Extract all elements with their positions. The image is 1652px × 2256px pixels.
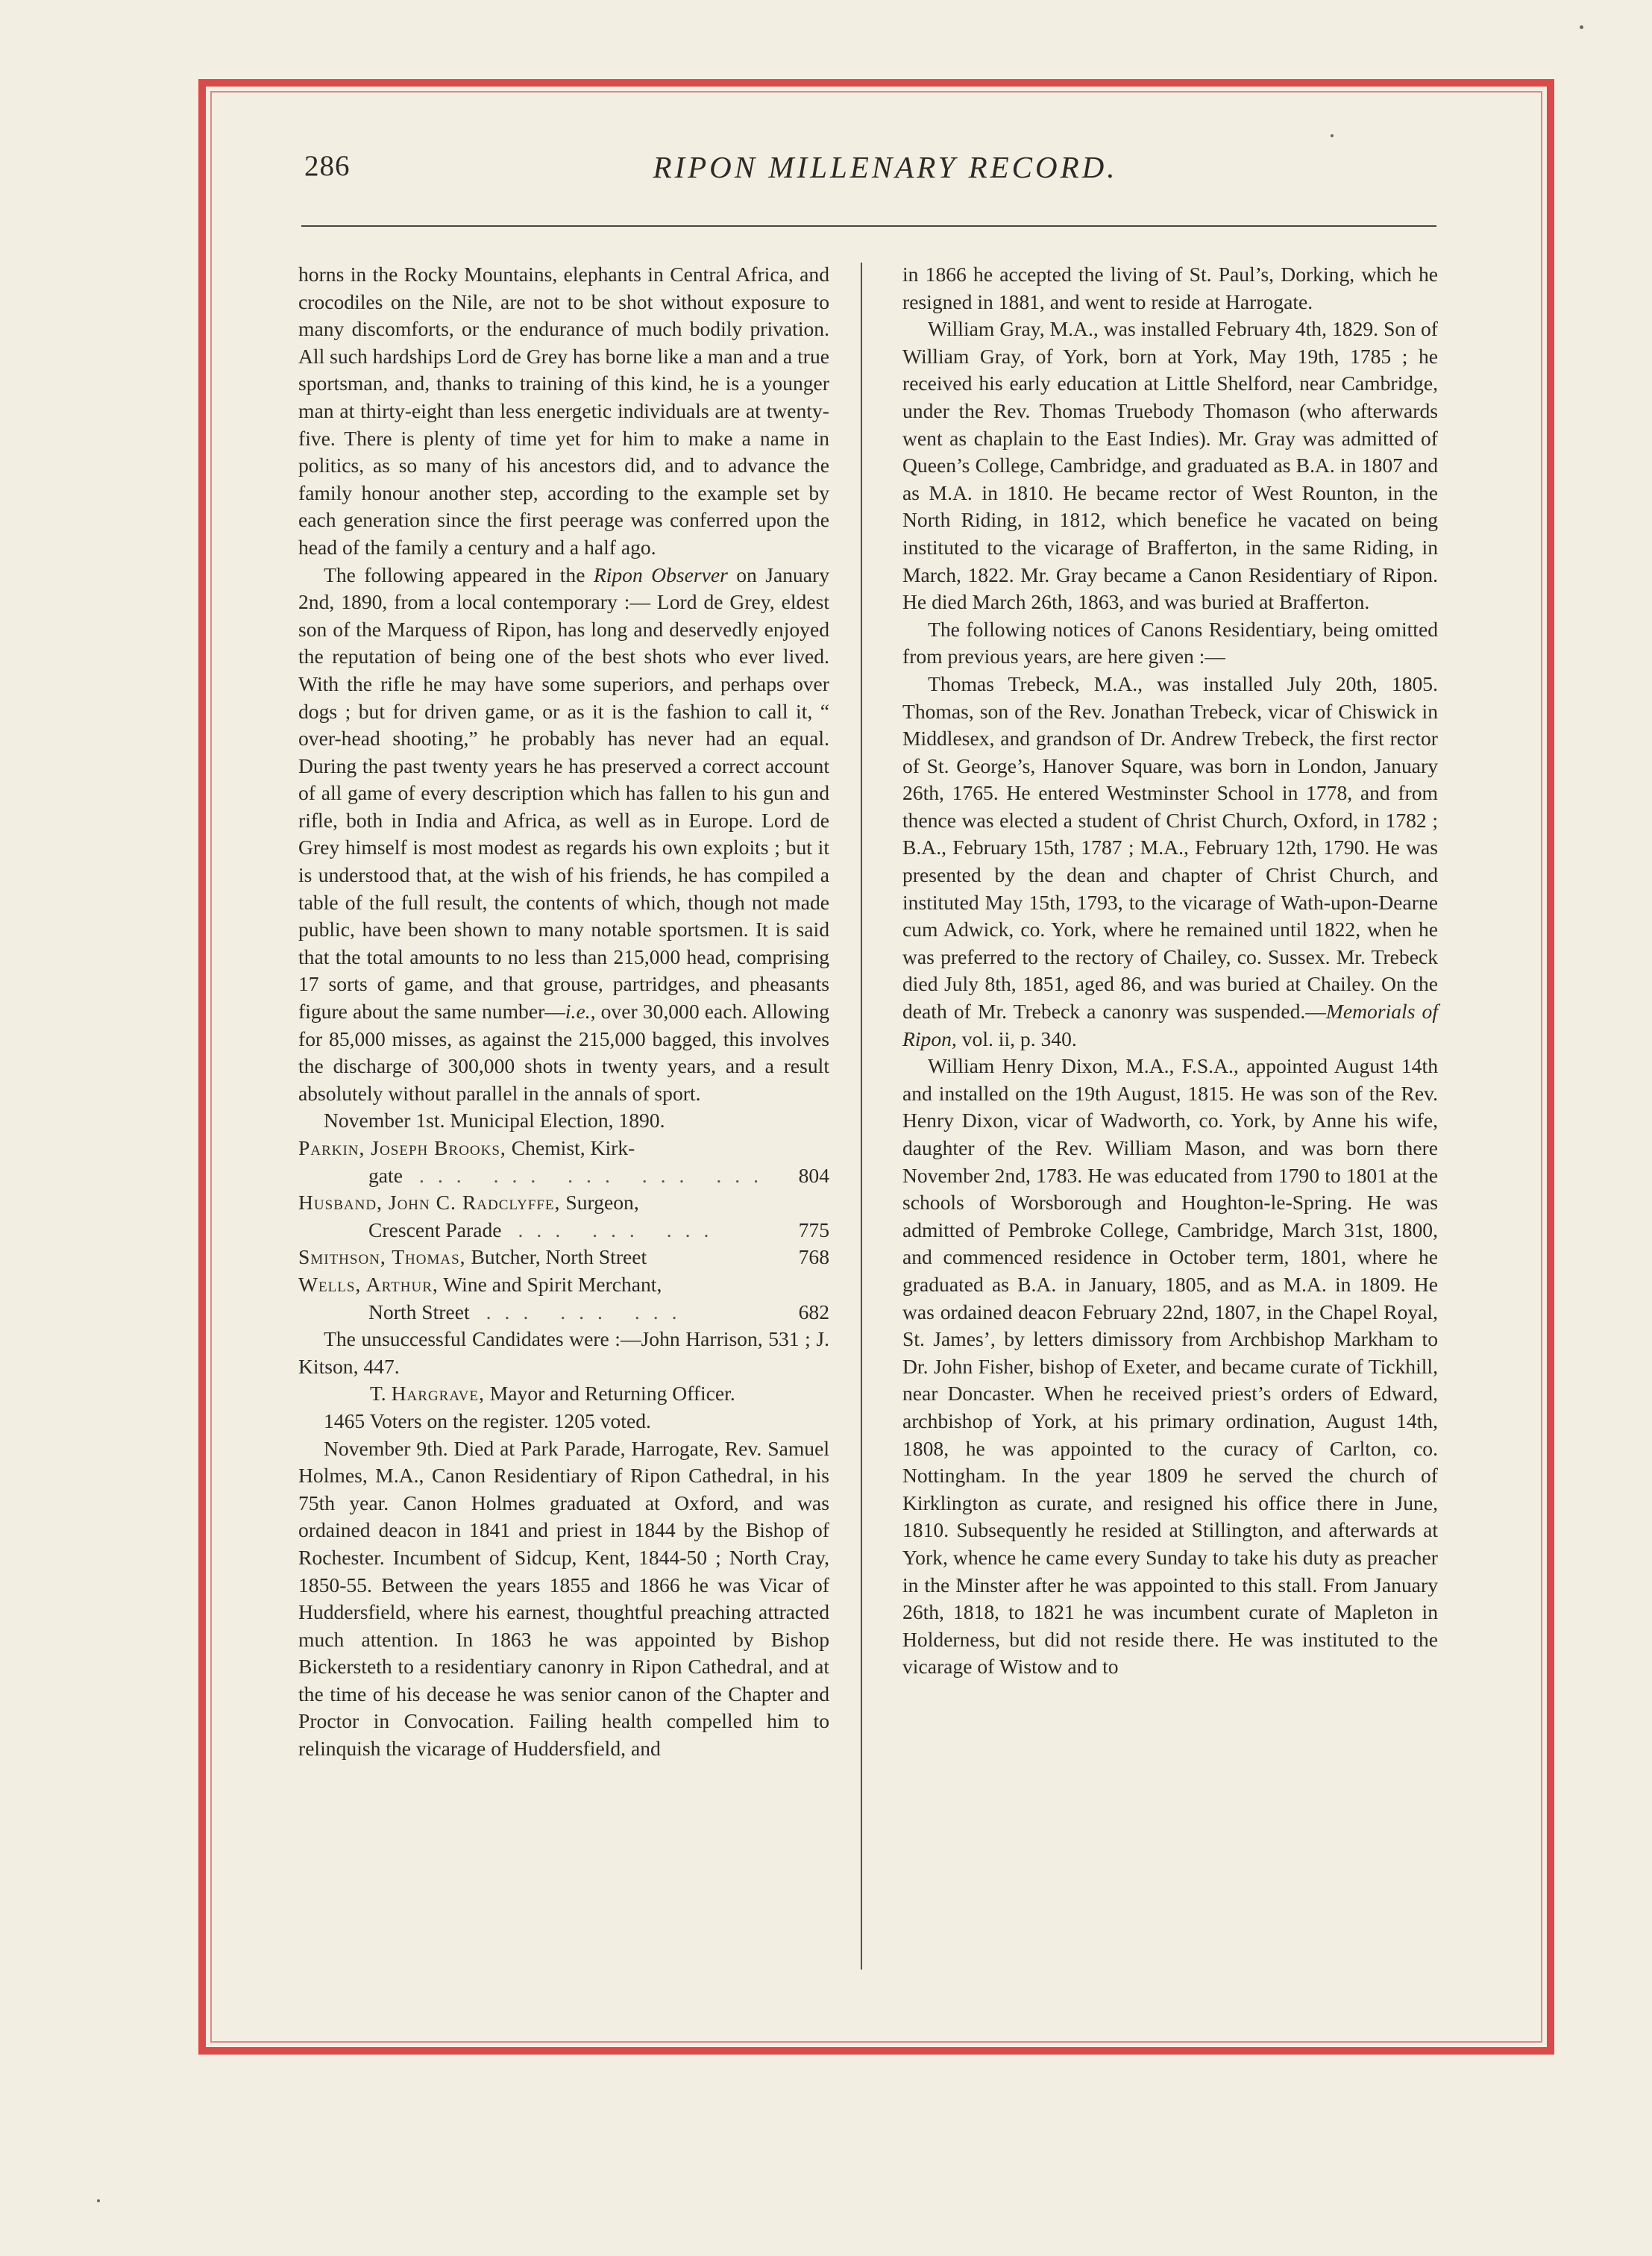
page-header xyxy=(304,149,1436,194)
candidate-entry xyxy=(298,1244,829,1271)
election-heading: November 1st. Municipal Election, 1890. xyxy=(324,1109,665,1132)
unsuccessful-candidates: The unsuccessful Candidates were :—John Harrison, 531 ; J. Kitson, 447. xyxy=(298,1327,829,1378)
vote-count: 775 xyxy=(798,1218,829,1241)
paragraph xyxy=(902,671,1438,1053)
candidate-name: Husband, John C. Radclyffe, xyxy=(298,1191,561,1215)
candidate-entry xyxy=(298,1189,829,1244)
page-number: 286 xyxy=(304,150,351,182)
text-run: vol. ii, p. 340. xyxy=(961,1027,1077,1050)
paragraph: William Gray, M.A., was installed February 4th, 1829. Son of William Gray, of York, born at York, May 19th, 1785 ; he received his early education at Little Shelford, near Cambridge, under the Rev. Thomas Truebody Thomason (who afterwards went as chaplain to the East Indies). Mr. Gray was admitted of Queen’s College, Cambridge, and graduated as B.A. in 1807 and as M.A. in 1810. He became rector of West Rounton, in the North Riding, in 1812, which benefice he vacated on being instituted to the vicarage of Brafferton, in the same Riding, in March, 1822. Mr. Gray became a Canon Residentiary of Ripon. He died March 26th, 1863, and was buried at Brafferton. xyxy=(902,317,1438,614)
candidate-entry xyxy=(298,1271,829,1326)
officer-title: Mayor and Returning Officer. xyxy=(489,1382,735,1406)
vote-count: 768 xyxy=(798,1245,829,1269)
paragraph: in 1866 he accepted the living of St. Paul’s, Dorking, which he resigned in 1881, and went to reside at Harrogate. xyxy=(902,263,1438,313)
candidate-description: Wine and Spirit Merchant, xyxy=(443,1272,662,1296)
text-run: The following appeared in the xyxy=(324,563,585,586)
abbreviation: i.e., xyxy=(565,1000,596,1024)
header-rule xyxy=(301,225,1436,227)
paper-speck xyxy=(97,2199,100,2202)
right-column xyxy=(902,261,1438,1977)
voter-count: 1465 Voters on the register. 1205 voted. xyxy=(324,1409,651,1432)
candidate-address: gate xyxy=(368,1163,403,1187)
text-run: on January 2nd, 1890, from a local contemporary :— Lord de Grey, eldest son of the Marquess of Ripon, has long and deservedly enjoyed the reputation of being one of the best shots who ever lived. With the rifle he may have some superiors, and perhaps over dogs ; but for driven game, or as it is the fashion to call it, “ over-head shooting,” he probably has never had an equal. During the past twenty years he has preserved a correct account of all game of every description which has fallen to his gun and rifle, both in India and Africa, as well as in Europe. Lord de Grey himself is most modest as regards his own exploits ; but it is understood that, at the wish of his friends, he has compiled a table of the full result, the contents of which, though not made public, have been shown to many notable sportsmen. It is said that the total amounts to no less than 215,000 head, comprising 17 sorts of game, and that grouse, partridges, and pheasants figure about the same number— xyxy=(298,563,830,1024)
column-divider xyxy=(861,263,862,1970)
source-title: Memorials of Ripon, xyxy=(902,1000,1438,1050)
paragraph: November 9th. Died at Park Parade, Harrogate, Rev. Samuel Holmes, M.A., Canon Residentiary of Ripon Cathedral, in his 75th year. Canon Holmes graduated at Oxford, and was ordained deacon in 1841 and priest in 1844 by the Bishop of Rochester. Incumbent of Sidcup, Kent, 1844-50 ; North Cray, 1850-55. Between the years 1855 and 1866 he was Vicar of Huddersfield, where his earnest, thoughtful preaching attracted much attention. In 1863 he was appointed by Bishop Bickersteth to a residentiary canonry in Ripon Cathedral, and at the time of his decease he was senior canon of the Chapter and Proctor in Convocation. Failing health compelled him to relinquish the vicarage of Huddersfield, and xyxy=(298,1436,829,1761)
candidate-address: North Street xyxy=(368,1300,470,1323)
leader-dots: ... ... ... xyxy=(518,1218,723,1241)
candidate-name: Parkin, Joseph Brooks, xyxy=(298,1136,506,1159)
publication-title: Ripon Observer xyxy=(593,563,728,586)
leader-dots: ... ... ... xyxy=(486,1300,691,1323)
candidate-entry xyxy=(298,1135,829,1189)
candidate-description: Surgeon, xyxy=(565,1191,639,1215)
text-run: over 30,000 each. Allowing for 85,000 misses, as against the 215,000 bagged, this involves the discharge of 300,000 shots in twenty years, and a result absolutely without parallel in the annals of sport. xyxy=(298,1000,829,1105)
paper-speck xyxy=(1331,134,1334,137)
candidate-description: Butcher, North Street xyxy=(471,1245,647,1269)
candidate-description: Chemist, Kirk- xyxy=(511,1136,635,1159)
vote-count: 804 xyxy=(798,1163,829,1187)
officer-name: Hargrave, xyxy=(391,1382,485,1406)
candidate-name: Wells, Arthur, xyxy=(298,1272,439,1296)
paragraph: William Henry Dixon, M.A., F.S.A., appointed August 14th and installed on the 19th August, 1815. He was son of the Rev. Henry Dixon, vicar of Wadworth, co. York, by Anne his wife, daughter of the Rev. William Mason, and was born there November 2nd, 1783. He was educated from 1790 to 1801 at the schools of Worsborough and Houghton-le-Spring. He was admitted of Pembroke College, Cambridge, March 31st, 1800, and commenced residence in October term, 1801, where he graduated as B.A. in January, 1805, and as M.A. in 1809. He was ordained deacon February 22nd, 1807, in the Chapel Royal, St. James’, by letters dimissory from Archbishop Markham to Dr. John Fisher, bishop of Exeter, and became curate of Tickhill, near Doncaster. When he received priest’s orders of Edward, archbishop of York, at his primary ordination, August 14th, 1808, he was appointed to the curacy of Carlton, co. Nottingham. In the year 1809 he served the church of Kirklington as curate, and resigned his office there in June, 1810. Subsequently he resided at Stillington, and afterwards at York, whence he came every Sunday to take his duty as preacher in the Minster after he was appointed to this stall. From January 26th, 1818, to 1821 he was incumbent curate of Mapleton in Holderness, but did not reside there. He was instituted to the vicarage of Wistow and to xyxy=(902,1054,1438,1679)
paper-speck xyxy=(1580,25,1583,29)
officer-initial: T. xyxy=(370,1382,386,1406)
candidate-address: Crescent Parade xyxy=(368,1218,502,1241)
candidate-name: Smithson, Thomas, xyxy=(298,1245,466,1269)
vote-count: 682 xyxy=(798,1300,829,1323)
returning-officer xyxy=(298,1380,829,1408)
paragraph: horns in the Rocky Mountains, elephants in Central Africa, and crocodiles on the Nile, are not to be shot without exposure to many discomforts, or the endurance of much bodily privation. All such hardships Lord de Grey has borne like a man and a true sportsman, and, thanks to training of this kind, he is a younger man at thirty-eight than less energetic individuals are at twenty-five. There is plenty of time yet for him to make a name in politics, as so many of his ancestors did, and to advance the family honour another step, according to the example set by each generation since the first peerage was conferred upon the head of the family a century and a half ago. xyxy=(298,263,829,559)
leader-dots: ... ... ... ... ... xyxy=(418,1163,773,1187)
paragraph xyxy=(298,562,829,1108)
left-column xyxy=(298,261,829,1977)
running-title: RIPON MILLENARY RECORD. xyxy=(653,150,1118,184)
paragraph: The following notices of Canons Residentiary, being omitted from previous years, are here given :— xyxy=(902,617,1438,668)
text-run: Thomas Trebeck, M.A., was installed July 20th, 1805. Thomas, son of the Rev. Jonathan Trebeck, vicar of Chiswick in Middlesex, and grandson of Dr. Andrew Trebeck, the first rector of St. George’s, Hanover Square, was born in London, January 26th, 1765. He entered Westminster School in 1778, and from thence was elected a student of Christ Church, Oxford, in 1782 ; B.A., February 15th, 1787 ; M.A., February 12th, 1790. He was presented by the dean and chapter of Christ Church, and instituted May 15th, 1793, to the vicarage of Wath-upon-Dearne cum Adwick, co. York, where he remained until 1822, when he was preferred to the rectory of Chailey, co. Sussex. Mr. Trebeck died July 8th, 1851, aged 86, and was buried at Chailey. On the death of Mr. Trebeck a canonry was suspended.— xyxy=(902,671,1438,1024)
